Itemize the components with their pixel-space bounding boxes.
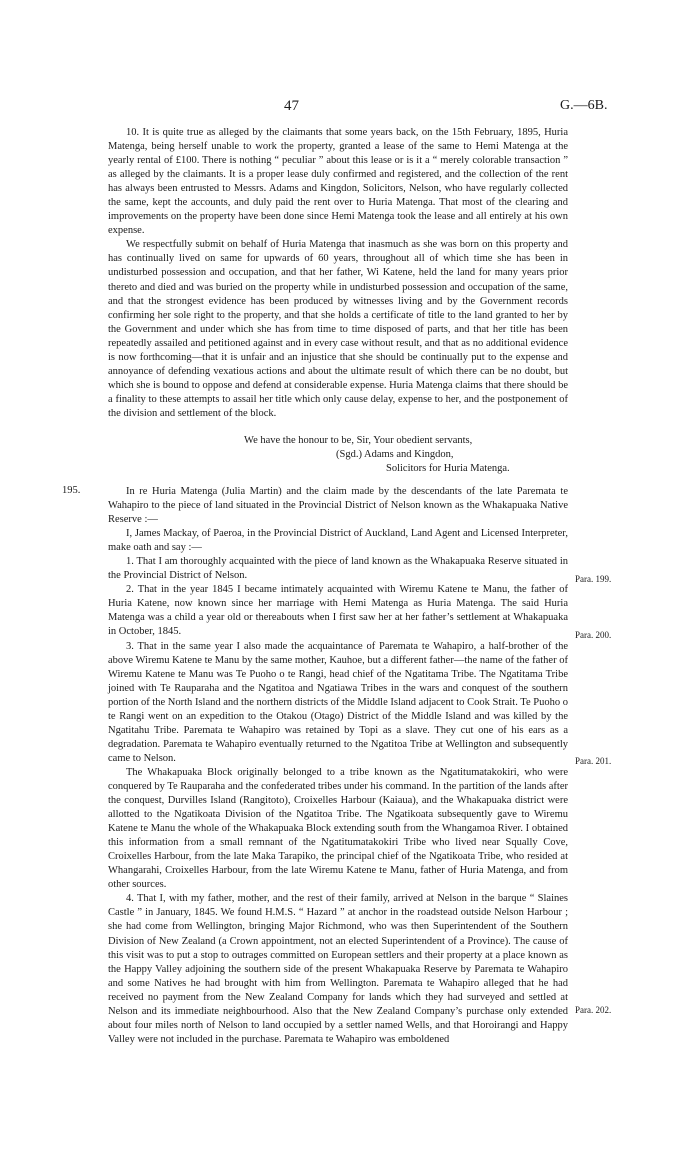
paragraph-number-195: 195. xyxy=(62,485,81,496)
paragraph-10: 10. It is quite true as alleged by the claimants that some years back, on the 15th February, 1895, Huria Matenga, being herself unable to work the property, granted a lease of the same to Hemi Matenga at the yearly rental of £100. There is nothing “ peculiar ” about this lease or is it a “ merely colorable transaction ” as alleged by the claimants. It is a proper lease duly confirmed and registered, and the collection of the rent has always been entrusted to Messrs. Adams and Kingdon, Solicitors, Nelson, who have regularly collected the same, kept the accounts, and duly paid the rent over to Huria Matenga. That most of the clearing and improvements on the property have been done since Hemi Matenga took the lease and all entirely at his own expense. xyxy=(108,127,568,237)
margin-note-para-200: Para. 200. xyxy=(575,630,612,640)
affidavit-para-3: 3. That in the same year I also made the acquaintance of Paremata te Wahapiro, a half-brother of the above Wiremu Katene te Manu by the same mother, Kauhoe, but a different father—the name of the father of Wiremu Katene te Manu was Te Puoho o te Rangi, head chief of the Ngatitama Tribe. The Ngatitama Tribe joined with Te Rauparaha and the Ngatitoa and Ngatiawa Tribes in the wars and conquest of the southern portion of the North Island and the northern districts of the Middle Island adjacent to Cook Strait. Te Puoho o te Rangi went on an expedition to the Otakou (Otago) District of the Middle Island and was killed by the Ngatitahu Tribe. Paremata te Wahapiro was retained by Topi as a slave. They cut one of his ears as a degradation. Paremata te Wahapiro eventually returned to the Ngatitoa Tribe at Wellington and subsequently came to Nelson. xyxy=(108,640,568,764)
margin-note-para-202: Para. 202. xyxy=(575,1005,612,1015)
signatory: (Sgd.) Adams and Kingdon, xyxy=(336,449,454,460)
solicitors-letter xyxy=(108,126,568,421)
affidavit-intro: In re Huria Matenga (Julia Martin) and the claim made by the descendants of the late Paremata te Wahapiro to the piece of land situated in the Provincial District of Nelson known as the Whakapuaka Native Reserve :— xyxy=(108,486,568,526)
affidavit-para-2: 2. That in the year 1845 I became intimately acquainted with Wiremu Katene te Manu, the father of Huria Katene, now known since her marriage with Hemi Matenga as Huria Matenga. The said Huria Matenga was a child a year old or thereabouts when I first saw her at her father’s settlement at Whakapuaka in October, 1845. xyxy=(108,584,568,638)
report-reference: G.—6B. xyxy=(560,98,608,113)
affidavit xyxy=(108,485,568,1047)
margin-note-para-199: Para. 199. xyxy=(575,574,612,584)
affidavit-block-history: The Whakapuaka Block originally belonged to a tribe known as the Ngatitumatakokiri, who were conquered by Te Rauparaha and the confederated tribes under his command. In the partition of the lands after the conquest, Durvilles Island (Rangitoto), Croixelles Harbour (Kaiaua), and the Whakapuaka district were allotted to the Ngatikoata Division of the Ngatitoa Tribe. The Ngatikoata subsequently gave to Wiremu Katene te Manu the whole of the Whakapuaka Block extending south from the Whangamoa River. I obtained this information from a small remnant of the Ngatitumatakokiri Tribe who lived near Squally Cove, Croixelles Harbour, from the late Maka Tarapiko, the principal chief of the Ngatikoata Tribe, who resided at Whangarahi, Croixelles Harbour, from the late Wiremu Katene te Manu, father of Huria Matenga, and from other sources. xyxy=(108,766,568,891)
affidavit-para-1: 1. That I am thoroughly acquainted with the piece of land known as the Whakapuaka Reserve situated in the Provincial District of Nelson. xyxy=(108,556,568,582)
signatory-role: Solicitors for Huria Matenga. xyxy=(386,463,510,474)
affidavit-oath: I, James Mackay, of Paeroa, in the Provincial District of Auckland, Land Agent and Licensed Interpreter, make oath and say :— xyxy=(108,528,568,554)
closing-salutation: We have the honour to be, Sir, Your obedient servants, xyxy=(244,435,473,446)
page-number: 47 xyxy=(284,98,299,114)
affidavit-para-4: 4. That I, with my father, mother, and the rest of their family, arrived at Nelson in the barque “ Slaines Castle ” in January, 1845. We found H.M.S. “ Hazard ” at anchor in the roadstead outside Nelson Harbour ; she had come from Wellington, bringing Major Richmond, who was then Superintendent of the Southern Division of New Zealand (a Crown appointment, not an elected Superintendent of a Province). The cause of this visit was to put a stop to outrages committed on European settlers and their property at a place known as the Happy Valley adjoining the southern side of the present Whakapuaka Reserve by Paremata te Wahapiro and some Natives he had brought with him from Wellington. Paremata te Wahapiro alleged that he had received no payment from the New Zealand Company for lands which they had surveyed and settled at Nelson and its immediate neighbourhood. Also that the New Zealand Company’s purchase only extended about four miles north of Nelson to land occupied by a settler named Wells, and that Horoirangi and Happy Valley were not included in the purchase. Paremata te Wahapiro was emboldened xyxy=(108,893,568,1045)
paragraph-submission: We respectfully submit on behalf of Huria Matenga that inasmuch as she was born on this property and has continually lived on same for upwards of 60 years, throughout all of which time she has been in undisturbed possession and occupation, and that her father, Wi Katene, held the land for many years prior thereto and died and was buried on the property while in undisturbed possession and occupation of the same, and that the strongest evidence has been produced by witnesses living and by the Government records confirming her sole right to the property, and that she holds a certificate of title to the land granted to her by the Government and under which she has from time to time disposed of parts, and that her title has been repeatedly assailed and petitioned against and in every case without result, and that as no additional evidence is now forthcoming—that it is unfair and an injustice that she should be continually put to the expense and annoyance of defending vexatious actions and about the ultimate result of which there can be no doubt, but which she is bound to oppose and defend at considerable expense. Huria Matenga claims that there should be a finality to these attempts to assail her title which only cause delay, expense to her, and the postponement of the division and settlement of the block. xyxy=(108,239,568,419)
margin-note-para-201: Para. 201. xyxy=(575,756,612,766)
